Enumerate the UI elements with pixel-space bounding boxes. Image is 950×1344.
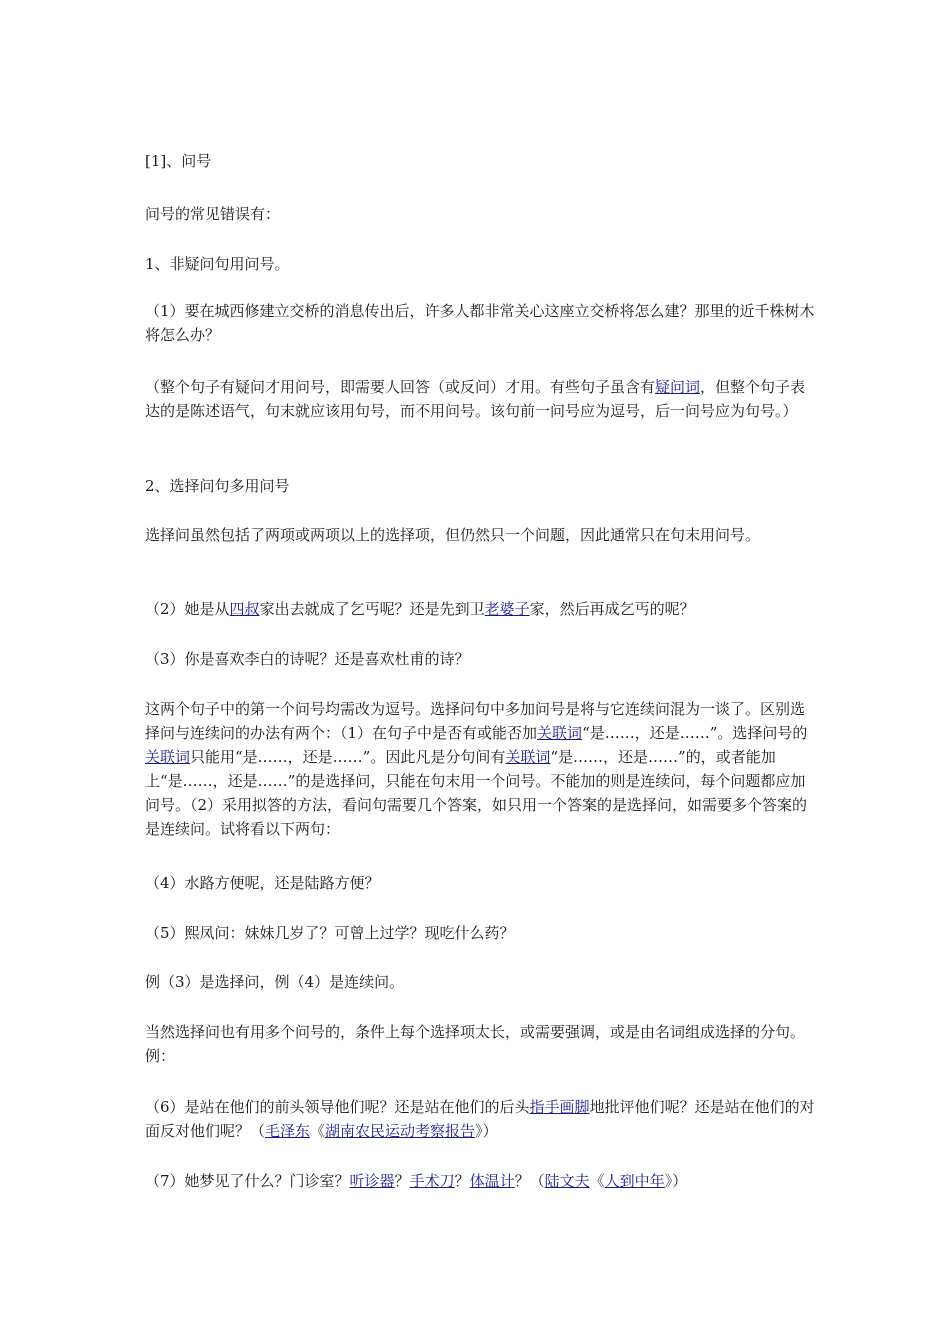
example-6-text-a: （6）是站在他们的前头领导他们呢？还是站在他们的后头 <box>145 1098 530 1116</box>
link-thermometer[interactable]: 体温计 <box>469 1172 515 1190</box>
example-6-text-c: 《 <box>310 1122 326 1140</box>
note-1-text-b: ，但整个句子表达的是陈述语气，句末就应该用句号，而不用问号。该句前一问号应为逗号，后一问号应为句号。） <box>145 378 806 420</box>
link-zhi-shou-hua-jiao[interactable]: 指手画脚 <box>529 1098 590 1116</box>
example-7-text-b: ？ <box>394 1172 410 1190</box>
rule-2: 选择问虽然包括了两项或两项以上的选择项，但仍然只一个问题，因此通常只在句末用问号。 <box>145 526 761 544</box>
note-1 <box>145 375 815 423</box>
link-stethoscope[interactable]: 听诊器 <box>349 1172 395 1190</box>
example-6-text-b: 地批评他们呢？还是站在他们的对面反对他们呢？（ <box>145 1098 815 1140</box>
explanation-text-a: 这两个句子中的第一个问号均需改为逗号。选择问句中多加问号是将与它连续问混为一谈了。区别选择问与连续问的办法有两个：（1）在句子中是否有或能否加 <box>145 700 806 742</box>
link-conjunction-2[interactable]: 关联词 <box>145 748 191 766</box>
explanation <box>145 697 815 841</box>
note-1-text-a: （整个句子有疑问才用问号，即需要人回答（或反问）才用。有些句子虽含有 <box>145 378 656 396</box>
item-1-title: 1、非疑问句用问号。 <box>145 255 290 273</box>
example-6-text-d: 》） <box>475 1122 498 1140</box>
exception-note: 当然选择问也有用多个问号的，条件上每个选择项太长，或需要强调，或是由名词组成选择的分句。例： <box>145 1023 806 1065</box>
example-7 <box>145 1169 815 1193</box>
example-6 <box>145 1095 815 1143</box>
example-2-text-b: 家出去就成了乞丐呢？还是先到卫 <box>259 600 485 618</box>
link-ren-dao-zhong-nian[interactable]: 人到中年 <box>604 1172 665 1190</box>
example-3: （3）你是喜欢李白的诗呢？还是喜欢杜甫的诗？ <box>145 650 470 668</box>
explanation-text-c: 只能用“是……，还是……”。因此凡是分句间有 <box>190 748 506 766</box>
link-conjunction-1[interactable]: 关联词 <box>537 724 583 742</box>
intro-text: 问号的常见错误有： <box>145 205 281 223</box>
section-heading: [1]、问号 <box>145 152 212 170</box>
link-lao-po-zi[interactable]: 老婆子 <box>484 600 530 618</box>
example-7-text-a: （7）她梦见了什么？门诊室？ <box>145 1172 350 1190</box>
link-scalpel[interactable]: 手术刀 <box>409 1172 455 1190</box>
link-si-shu[interactable]: 四叔 <box>229 600 260 618</box>
explanation-text-b: “是……，还是……”。选择问号的 <box>582 724 808 742</box>
link-hunan-report[interactable]: 湖南农民运动考察报告 <box>325 1122 476 1140</box>
example-2 <box>145 597 815 621</box>
example-7-text-d: ？（ <box>514 1172 545 1190</box>
link-lu-wenfu[interactable]: 陆文夫 <box>544 1172 590 1190</box>
link-question-word[interactable]: 疑问词 <box>655 378 701 396</box>
example-1: （1）要在城西修建立交桥的消息传出后，许多人都非常关心这座立交桥将怎么建？那里的近千株树木将怎么办？ <box>145 302 815 344</box>
example-4: （4）水路方便呢，还是陆路方便？ <box>145 874 380 892</box>
link-mao-zedong[interactable]: 毛泽东 <box>265 1122 311 1140</box>
item-2-title: 2、选择问句多用问号 <box>145 477 290 495</box>
conclusion: 例（3）是选择问，例（4）是连续问。 <box>145 973 405 991</box>
example-2-text-c: 家，然后再成乞丐的呢？ <box>529 600 695 618</box>
explanation-text-d: “是……，还是……”的，或者能加上“是……，还是……”的是选择问，只能在句末用一个问号。不能加的则是连续问，每个问题都应加问号。（2）采用拟答的方法，看问句需要几个答案，如只用一个答案的是选择问，如需要多个答案的是连续问。试将看以下两句： <box>145 748 808 838</box>
example-7-text-c: ？ <box>454 1172 470 1190</box>
example-7-text-f: 》） <box>664 1172 688 1190</box>
example-2-text-a: （2）她是从 <box>145 600 230 618</box>
example-7-text-e: 《 <box>589 1172 605 1190</box>
example-5: （5）熙凤问：妹妹几岁了？可曾上过学？现吃什么药？ <box>145 924 515 942</box>
link-conjunction-3[interactable]: 关联词 <box>505 748 551 766</box>
